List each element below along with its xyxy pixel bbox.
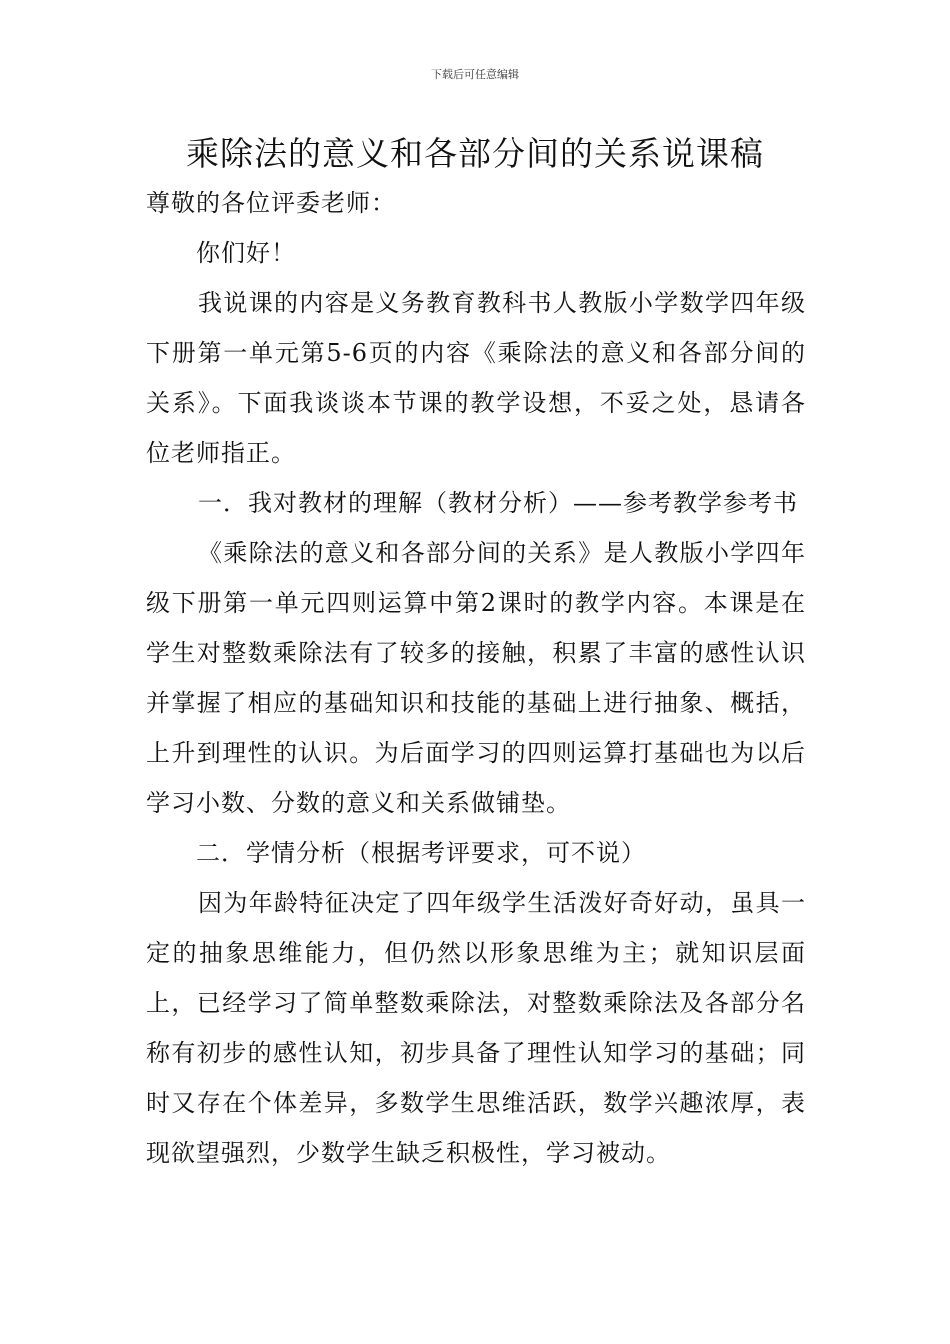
intro-paragraph: 我说课的内容是义务教育教科书人教版小学数学四年级下册第一单元第5-6页的内容《乘除法的意义和各部分间的关系》。下面我谈谈本节课的教学设想，不妥之处，恳请各位老师指正。 xyxy=(146,289,806,467)
student-analysis-paragraph: 因为年龄特征决定了四年级学生活泼好奇好动，虽具一定的抽象思维能力，但仍然以形象思维为主；就知识层面上，已经学习了简单整数乘除法，对整数乘除法及各部分名称有初步的感性认知，初步具备了理性认知学习的基础；同时又存在个体差异，多数学生思维活跃，数学兴趣浓厚，表现欲望强烈，少数学生缺乏积极性，学习被动。 xyxy=(146,889,806,1167)
section-heading-1: 一．我对教材的理解（教材分析）——参考教学参考书 xyxy=(198,489,798,517)
section-heading-2: 二．学情分析（根据考评要求，可不说） xyxy=(196,839,646,867)
salutation: 尊敬的各位评委老师： xyxy=(146,189,396,217)
header-note: 下载后可任意编辑 xyxy=(431,68,519,81)
document-body xyxy=(146,178,806,1178)
document-title: 乘除法的意义和各部分间的关系说课稿 xyxy=(186,134,764,173)
textbook-analysis-paragraph: 《乘除法的意义和各部分间的关系》是人教版小学四年级下册第一单元四则运算中第2课时的教学内容。本课是在学生对整数乘除法有了较多的接触，积累了丰富的感性认识并掌握了相应的基础知识和技能的基础上进行抽象、概括，上升到理性的认识。为后面学习的四则运算打基础也为以后学习小数、分数的意义和关系做铺垫。 xyxy=(146,539,806,817)
greeting: 你们好！ xyxy=(196,239,296,267)
